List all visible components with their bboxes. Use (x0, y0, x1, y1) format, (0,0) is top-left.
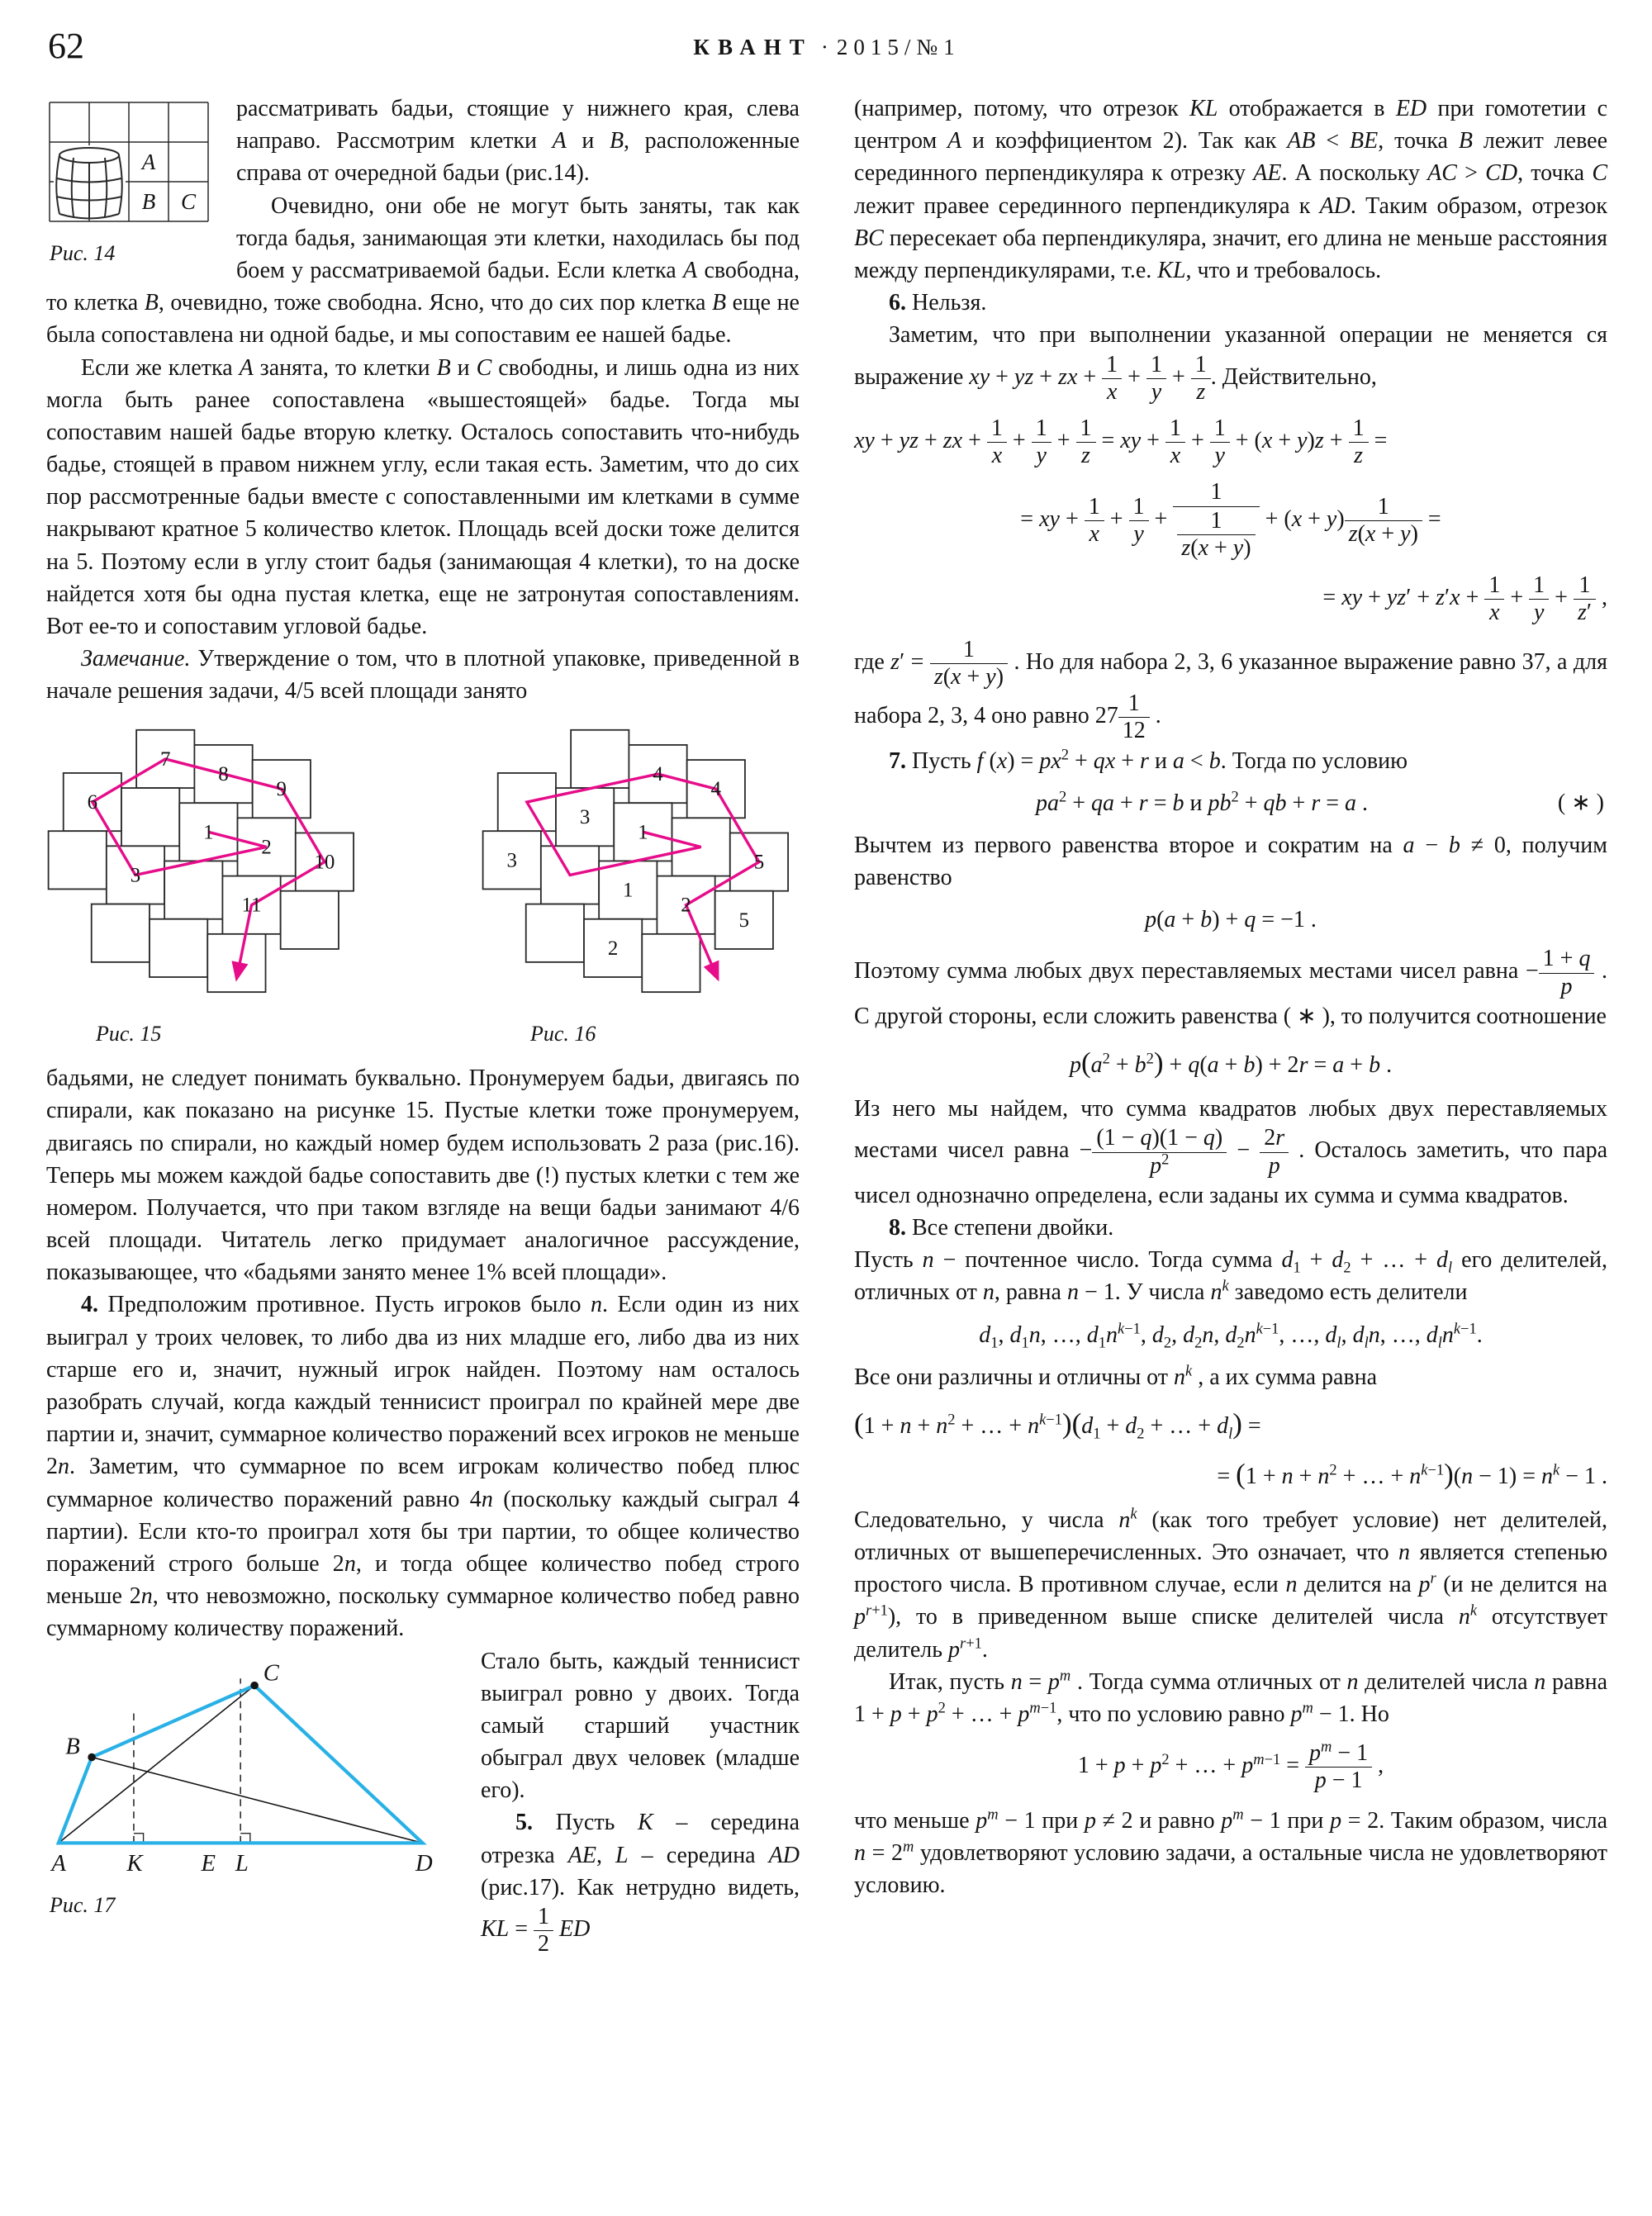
figure-14-caption: Рис. 14 (50, 241, 116, 266)
figure-15-caption: Рис. 15 (96, 1021, 162, 1046)
square-number: 1 (623, 879, 634, 902)
point-b-dot (88, 1753, 96, 1761)
figure-16-caption: Рис. 16 (530, 1021, 596, 1046)
solution-7-para-3: Поэтому сумма любых двух переставляемых местами чисел равна − $\frac{1 + q}{p}$ . С другой стороны, если сложить равенства ( ∗ ), то получится соотношение (854, 946, 1608, 1029)
square-number: 3 (130, 863, 141, 886)
solution-3-para-3: Если же клетка A занята, то клетки B и C свободны, и лишь одна из них могла быть ранее сопоставлена «вышестоящей» бадье. Тогда мы сопоставим нашей бадье вторую клетку. Осталось сопоставить что-нибудь бадье, стоящей в правом нижнем углу, если такая есть. Заметим, что до сих пор рассмотренные бадьи вместе с сопоставленными им клетками в сумме накрывают кратное 5 количество клеток. Площадь всей доски тоже делится на 5. Поэтому если в углу стоит бадья (занимающая 4 клетки), то на доске найдется хотя бы одна пустая клетка, еще не затронутая сопоставлениям. Вот ее-то и сопоставим угловой бадье. (46, 354, 800, 639)
square-number: 2 (607, 937, 619, 960)
figure-17 (46, 1652, 459, 1921)
square-number: 2 (261, 835, 272, 858)
figure-16 (481, 724, 800, 1050)
square-number: 10 (314, 851, 335, 874)
solution-6-continuation: где z′ = $\frac{1}{z(x + y)}$ . Но для набора 2, 3, 6 указанное выражение равно 37, а для набора 2, 3, 4 оно равно 27 $\frac{1}{12}$ . (854, 636, 1607, 744)
equation-divisors: $d_1$, $d_1n$, …, $d_1n^{k-1}$, $d_2$, $d_2n$, $d_2n^{k-1}$, …, $d_l$, $d_ln$, …, $d_ln^{k-1}$. (979, 1320, 1483, 1351)
solution-8-para-4: Итак, пусть $n = p^m$ . Тогда сумма отличных от n делителей числа n равна $1 + p + p^2$ + … + $p^{m-1}$, что по условию равно $p^m - 1$. Но (854, 1667, 1608, 1728)
solution-4-continuation: Стало быть, каждый теннисист выиграл ровно у двоих. Тогда самый старший участник обыграл двух человек (младше его). (481, 1648, 800, 1804)
figure-17-caption: Рис. 17 (50, 1892, 116, 1917)
square-number: 5 (753, 851, 765, 874)
square-number: 3 (579, 805, 591, 828)
point-label-c: C (263, 1659, 279, 1686)
equation-pq: p(a + b) + q = −1 . (1145, 907, 1317, 933)
two-column-layout (46, 93, 1607, 1957)
solution-8-para-3: Следовательно, у числа $n^k$ (как того требует условие) нет делителей, отличных от вышеперечисленных. Это означает, что n является степенью простого числа. В противном случае, если n делится на $p^r$ (и не делится на $p^{r+1}$), то в приведенном выше списке делителей числа $n^k$ отсутствует делитель $p^{r+1}$. (854, 1505, 1607, 1663)
square-number: 8 (218, 762, 229, 785)
square-number: 4 (653, 762, 663, 785)
equation-sum: $p(a^2 + b^2) + q(a + b) + 2r = a + b$ . (1069, 1046, 1393, 1080)
figure-14-drawing (46, 99, 215, 225)
figure-15-drawing (46, 724, 365, 1005)
figure-17-drawing (46, 1652, 459, 1877)
geometry-lines (59, 1678, 423, 1843)
square-number: 3 (506, 848, 517, 871)
equation-star-body: $pa^2$ + qa + r = b и $pb^2$ + qb + r = a . (1035, 788, 1369, 816)
square-number: 2 (681, 894, 691, 917)
square-number: 4 (710, 777, 722, 800)
square-number: 7 (160, 747, 171, 771)
journal-name: КВАНТ (693, 35, 813, 59)
figure-15 (46, 724, 365, 1050)
right-column (854, 93, 1607, 1957)
solution-8-para-5: что меньше $p^m - 1$ при p ≠ 2 и равно $p^m - 1$ при p = 2. Таким образом, числа $n = 2^m$ удовлетворяют условию задачи, а остальные числа не удовлетворяют условию. (854, 1806, 1607, 1899)
equation-star-tag: ( ∗ ) (1557, 790, 1604, 816)
segment-bd (92, 1757, 422, 1843)
figures-15-16-row (46, 724, 800, 1050)
solution-5-paragraph: 5. Пусть K – середина отрезка AE, L – середина AD (рис.17). Как нетрудно видеть, KL = $\frac{1}{2}$ ED (481, 1810, 800, 1957)
figure-14 (46, 99, 215, 269)
page-number: 62 (48, 26, 84, 66)
point-label-k: K (126, 1850, 143, 1877)
equation-invariant-line-2: = xy + $\frac{1}{x}$ + $\frac{1}{y}$ + $\frac{1}{\frac{1}{z(x + y)}}$ + (x + y) $\frac{1}{z(x + y)}$ = (1020, 479, 1441, 561)
square-number: 11 (241, 894, 262, 917)
square-number: 5 (738, 909, 750, 932)
square-number: 1 (638, 820, 648, 843)
solution-6-paragraph: Заметим, что при выполнении указанной операции не меняется ся выражение xy + yz + zx + $\frac{1}{x}$ + $\frac{1}{y}$ + $\frac{1}{z}$ . Действительно, (854, 322, 1607, 405)
solution-4-paragraph: 4. Предположим противное. Пусть игроков было n. Если один из них выиграл у троих человек, то либо два из них младше его, либо два из них старше его и, значит, нужный игрок найден. Поэтому нам осталось разобрать случай, когда каждый теннисист проиграл по крайней мере две партии и, значит, суммарное количество поражений всех игроков не меньше 2n. Заметим, что суммарное по всем игрокам количество побед плюс суммарное количество поражений равно 4n (поскольку каждый сыграл 4 партии). Если кто-то проиграл хотя бы три партии, то общее количество поражений строго больше 2n, и тогда общее количество побед строго меньше 2n, что невозможно, поскольку суммарное количество побед равно суммарному количеству поражений. (46, 1292, 800, 1642)
solution-7-paragraph: 7. Пусть f $(x) = px^2$ + qx + r и a < b. Тогда по условию (889, 746, 1408, 774)
continuation-paragraph: рассматривать бадьи, стоящие у нижнего края, слева направо. Рассмотрим клетки A и B, расположенные справа от очередной бадьи (рис.14). (236, 96, 800, 187)
journal-separator: · (820, 35, 828, 59)
remark-continuation: бадьями, не следует понимать буквально. Пронумеруем бадьи, двигаясь по спирали, как показано на рисунке 15. Пустые клетки тоже пронумеруем, двигаясь по спирали, но каждый номер будем использовать 2 раза (рис.16). Теперь мы можем каждой бадье сопоставить две (!) пустых клетки с тем же номером. Получается, что при таком взгляде на вещи бадьи занимают 4/6 всей площади. Читатель легко придумает аналогичное рассуждение, показывающее, что «бадьями занято менее 1% всей площади». (46, 1065, 800, 1286)
page-header (46, 25, 1607, 74)
left-column (46, 93, 800, 1957)
equation-product-line-1: ($1 + n + n^2$ + … + $n^{k-1})(d_1 + d_2$ + … + $d_l$) = (854, 1407, 1261, 1442)
point-label-d: D (415, 1850, 433, 1877)
square-number: 9 (276, 777, 287, 800)
cell-label-a: A (141, 149, 156, 174)
solution-8-answer: 8. Все степени двойки. (889, 1214, 1114, 1241)
figure-16-drawing (481, 724, 800, 1005)
point-label-l: L (235, 1850, 249, 1877)
remark-paragraph: Замечание. Утверждение о том, что в плотной упаковке, приведенной в начале решения задачи, 4/5 всей площади занято (46, 646, 800, 705)
point-label-b: B (65, 1733, 80, 1759)
equation-star (854, 787, 1607, 819)
cell-label-b: B (141, 189, 156, 214)
journal-issue: 2015/№1 (836, 35, 961, 59)
equation-product-line-2: = ($1 + n + n^2$ + … + $n^{k-1})(n - 1) = n^k - 1$ . (1217, 1457, 1607, 1490)
equation-invariant-line-1: xy + yz + zx + $\frac{1}{x}$ + $\frac{1}{y}$ + $\frac{1}{z}$ = xy + $\frac{1}{x}$ + $\frac{1}{y}$ + (x + y)z + $\frac{1}{z}$ = (854, 415, 1388, 469)
solution-7-para-4: Из него мы найдем, что сумма квадратов любых двух переставляемых местами чисел равна − $\frac{(1 - q)(1 - q)}{p^2}$ − $\frac{2r}{p}$ . Осталось заметить, что пара чисел однозначно определена, если заданы их сумма и сумма квадратов. (854, 1096, 1608, 1208)
point-label-e: E (201, 1850, 216, 1877)
journal-title (46, 35, 1607, 60)
cell-label-c: C (180, 189, 197, 214)
solution-8-para-2: Все они различны и отличны от $n^k$ , а их сумма равна (854, 1362, 1378, 1390)
solution-6-answer: 6. Нельзя. (889, 290, 987, 316)
square-number: 6 (87, 790, 98, 814)
solution-5-continuation: (например, потому, что отрезок KL отображается в ED при гомотетии с центром A и коэффициентом 2). Так как AB < BE, точка B лежит левее серединного перпендикуляра к отрезку AE. А поскольку AC > CD, точка C лежит правее серединного перпендикуляра к AD. Таким образом, отрезок BC пересекает оба перпендикуляра, значит, его длина не меньше расстояния между перпендикулярами, т.е. KL, что и требовалось. (854, 96, 1607, 283)
equation-invariant-line-3: = xy + yz′ + z′x + $\frac{1}{x}$ + $\frac{1}{y}$ + $\frac{1}{z'}$ , (1322, 572, 1607, 626)
equation-geometric: $1 + p + p^2$ + … + $p^{m-1}$ = $\frac{p^m - 1}{p - 1}$ , (1077, 1738, 1384, 1794)
square-number: 1 (203, 820, 214, 843)
solution-3-para-2: Очевидно, они обе не могут быть заняты, так как тогда бадья, занимающая эти клетки, находилась бы под боем у рассматриваемой бадьи. Если клетка A свободна, то клетка B, очевидно, тоже свободна. Ясно, что до сих пор клетка B еще не была сопоставлена ни одной бадье, и мы сопоставим ее нашей бадье. (46, 192, 800, 349)
solution-7-para-2: Вычтем из первого равенства второе и сократим на a − b ≠ 0, получим равенство (854, 832, 1607, 891)
point-label-a: A (51, 1850, 66, 1877)
point-c-dot (250, 1681, 259, 1689)
solution-8-para-1: Пусть n − почтенное число. Тогда сумма $d_1 + d_2$ + … + $d_l$ его делителей, отличных от n, равна n − 1. У числа $n^k$ заведомо есть делители (854, 1247, 1607, 1306)
